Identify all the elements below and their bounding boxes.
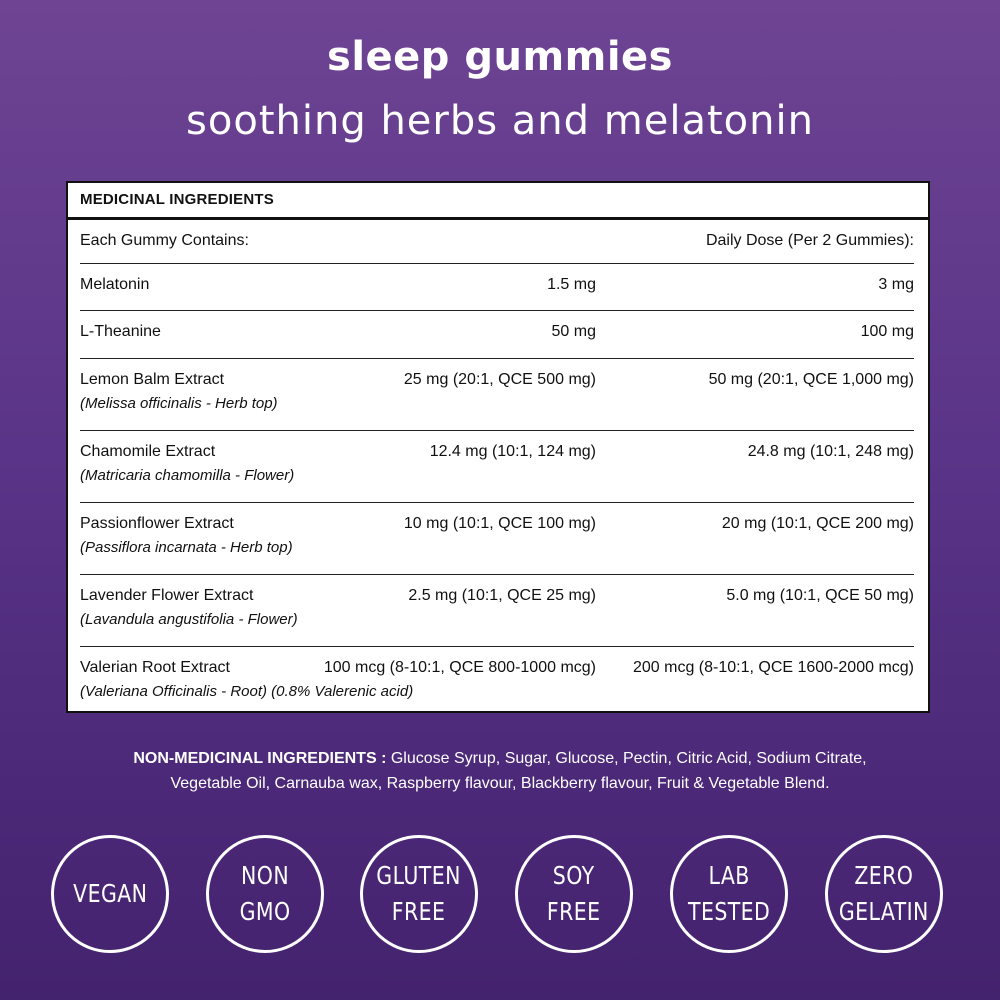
per-gummy-amount: 50 mg bbox=[551, 323, 596, 340]
zero-gelatin-badge: ZERO GELATIN bbox=[825, 835, 943, 953]
ingredient-name: Chamomile Extract bbox=[80, 443, 216, 460]
vegan-badge: VEGAN bbox=[51, 835, 169, 953]
daily-amount: 5.0 mg (10:1, QCE 50 mg) bbox=[726, 587, 914, 604]
daily-amount: 50 mg (20:1, QCE 1,000 mg) bbox=[708, 371, 914, 388]
per-gummy-amount: 100 mcg (8-10:1, QCE 800-1000 mcg) bbox=[323, 659, 596, 676]
ingredient-name: L-Theanine bbox=[80, 323, 161, 340]
per-gummy-amount: 1.5 mg bbox=[547, 276, 596, 293]
lab-tested-badge: LAB TESTED bbox=[670, 835, 788, 953]
table-row bbox=[80, 264, 914, 311]
per-gummy-amount: 12.4 mg (10:1, 124 mg) bbox=[429, 443, 596, 460]
badge-row bbox=[0, 835, 1000, 965]
table-row bbox=[80, 575, 914, 647]
ingredient-name: Valerian Root Extract bbox=[80, 659, 230, 676]
daily-amount: 24.8 mg (10:1, 248 mg) bbox=[747, 443, 914, 460]
ingredient-name: Lavender Flower Extract bbox=[80, 587, 254, 604]
non-medicinal-label: NON-MEDICINAL INGREDIENTS : bbox=[133, 750, 387, 767]
daily-amount: 3 mg bbox=[878, 276, 914, 293]
page-subtitle: soothing herbs and melatonin bbox=[186, 98, 814, 144]
ingredient-source: (Melissa officinalis - Herb top) bbox=[80, 395, 278, 412]
table-row bbox=[80, 503, 914, 575]
table-row bbox=[80, 359, 914, 431]
page-title: sleep gummies bbox=[327, 34, 673, 80]
col-daily-header: Daily Dose (Per 2 Gummies): bbox=[705, 232, 914, 249]
col-each-header: Each Gummy Contains: bbox=[80, 232, 249, 249]
non-medicinal-line2: Vegetable Oil, Carnauba wax, Raspberry flavour, Blackberry flavour, Fruit & Vegetable Blend. bbox=[170, 775, 830, 792]
soy-free-badge: SOY FREE bbox=[515, 835, 633, 953]
ingredient-name: Lemon Balm Extract bbox=[80, 371, 225, 388]
daily-amount: 200 mcg (8-10:1, QCE 1600-2000 mcg) bbox=[632, 659, 914, 676]
daily-amount: 100 mg bbox=[860, 323, 914, 340]
per-gummy-amount: 2.5 mg (10:1, QCE 25 mg) bbox=[408, 587, 596, 604]
non-gmo-badge: NON GMO bbox=[206, 835, 324, 953]
ingredient-name: Melatonin bbox=[80, 276, 150, 293]
gluten-free-badge: GLUTEN FREE bbox=[360, 835, 478, 953]
ingredient-name: Passionflower Extract bbox=[80, 515, 234, 532]
ingredients-panel bbox=[66, 181, 930, 713]
table-row bbox=[80, 647, 914, 719]
table-row bbox=[80, 311, 914, 359]
ingredient-source: (Lavandula angustifolia - Flower) bbox=[80, 611, 298, 628]
column-header-row bbox=[80, 220, 914, 264]
non-medicinal-ingredients bbox=[0, 746, 1000, 796]
daily-amount: 20 mg (10:1, QCE 200 mg) bbox=[721, 515, 914, 532]
ingredient-source: (Passiflora incarnata - Herb top) bbox=[80, 539, 293, 556]
per-gummy-amount: 10 mg (10:1, QCE 100 mg) bbox=[403, 515, 596, 532]
ingredient-source: (Valeriana Officinalis - Root) (0.8% Valerenic acid) bbox=[80, 683, 414, 700]
per-gummy-amount: 25 mg (20:1, QCE 500 mg) bbox=[403, 371, 596, 388]
table-row bbox=[80, 431, 914, 503]
ingredient-source: (Matricaria chamomilla - Flower) bbox=[80, 467, 295, 484]
non-medicinal-line1: Glucose Syrup, Sugar, Glucose, Pectin, Citric Acid, Sodium Citrate, bbox=[390, 750, 867, 767]
panel-heading: MEDICINAL INGREDIENTS bbox=[68, 183, 928, 220]
